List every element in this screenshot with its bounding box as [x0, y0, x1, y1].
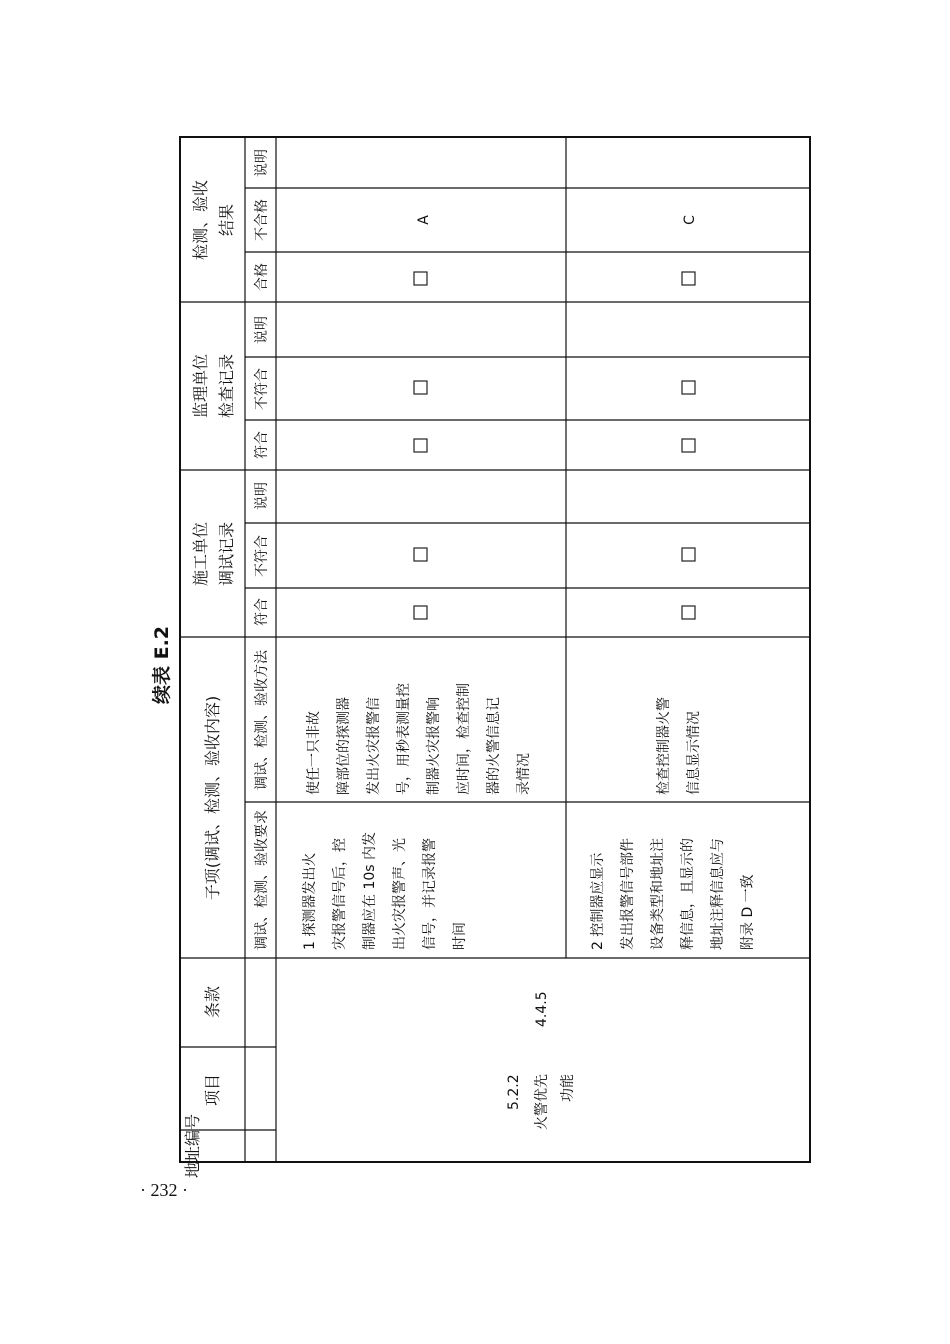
row2-requirement-line: 附录 D 一致	[740, 874, 756, 950]
row1-construction-conform-checkbox[interactable]	[414, 606, 427, 619]
header-construction-line1: 施工单位	[191, 521, 210, 587]
row2-supervision-nonconform-checkbox[interactable]	[682, 381, 695, 394]
row1-requirement-line: 出火灾报警声、光	[392, 838, 408, 950]
header-result-note: 说明	[254, 149, 270, 177]
header-project: 项目	[203, 1073, 222, 1107]
header-address-code: 地址编号	[183, 1113, 202, 1179]
project-name-line2: 功能	[560, 1074, 576, 1102]
header-supervision-conform: 符合	[254, 431, 270, 459]
header-requirement: 调试、检测、验收要求	[254, 810, 270, 950]
header-supervision-line2: 检查记录	[217, 353, 236, 419]
header-result-line1: 检测、验收	[191, 179, 210, 261]
row1-method-line: 号，用秒表测量控	[396, 683, 412, 795]
row1-requirement-line: 时间	[452, 922, 468, 950]
row2-requirement-line: 2 控制器应显示	[590, 852, 606, 950]
project-name-line1: 火警优先	[534, 1074, 550, 1130]
row1-requirement-line: 制器应在 10s 内发	[362, 831, 378, 950]
project-number: 5.2.2	[506, 1074, 522, 1110]
row2-requirement-line: 设备类型和地址注	[650, 838, 666, 950]
header-supervision-line1: 监理单位	[191, 353, 210, 419]
header-construction-conform: 符合	[254, 598, 270, 626]
header-result-line2: 结果	[217, 203, 236, 237]
row2-result-grade: C	[682, 215, 698, 225]
row1-supervision-conform-checkbox[interactable]	[414, 439, 427, 452]
row2-result-pass-checkbox[interactable]	[682, 272, 695, 285]
row2-supervision-conform-checkbox[interactable]	[682, 439, 695, 452]
row1-method-line: 录情况	[516, 753, 532, 795]
page-number: · 232 ·	[140, 1180, 188, 1200]
header-subitem: 子项(调试、检测、验收内容)	[203, 695, 222, 901]
row1-method-line: 器的火警信息记	[486, 697, 502, 795]
row1-requirement-line: 1 探测器发出火	[302, 852, 318, 950]
table-border	[180, 137, 810, 1162]
row2-requirement-line: 地址注释信息应与	[710, 838, 726, 950]
row2-method-line: 检查控制器火警	[656, 697, 672, 795]
row1-result-grade: A	[416, 215, 432, 225]
row1-method-line: 障部位的探测器	[336, 697, 352, 795]
header-supervision-nonconform: 不符合	[254, 368, 270, 410]
clause-value: 4.4.5	[534, 991, 550, 1027]
row1-method-line: 制器火灾报警响	[426, 697, 442, 795]
row2-requirement-line: 发出报警信号部件	[620, 838, 636, 950]
header-supervision-note: 说明	[254, 316, 270, 344]
row1-method-line: 发出火灾报警信	[366, 697, 382, 795]
row1-construction-nonconform-checkbox[interactable]	[414, 548, 427, 561]
header-construction-line2: 调试记录	[217, 521, 236, 587]
row1-method-line: 应时间，检查控制	[456, 683, 472, 795]
header-method: 调试、检测、验收方法	[254, 650, 270, 790]
header-construction-note: 说明	[254, 482, 270, 510]
header-result-pass: 合格	[254, 263, 270, 291]
header-result-fail: 不合格	[254, 199, 270, 241]
row2-method-line: 信息显示情况	[686, 711, 702, 795]
page-title: 续表 E.2	[151, 625, 173, 705]
row1-supervision-nonconform-checkbox[interactable]	[414, 381, 427, 394]
row2-requirement-line: 释信息，且显示的	[680, 838, 696, 950]
row2-construction-nonconform-checkbox[interactable]	[682, 548, 695, 561]
row1-requirement-line: 信号，并记录报警	[422, 838, 438, 950]
header-construction-nonconform: 不符合	[254, 535, 270, 577]
row1-requirement-line: 灾报警信号后，控	[332, 838, 348, 950]
row2-construction-conform-checkbox[interactable]	[682, 606, 695, 619]
row1-result-pass-checkbox[interactable]	[414, 272, 427, 285]
row1-method-line: 使任一只非故	[306, 711, 322, 795]
header-clause: 条款	[203, 985, 222, 1019]
